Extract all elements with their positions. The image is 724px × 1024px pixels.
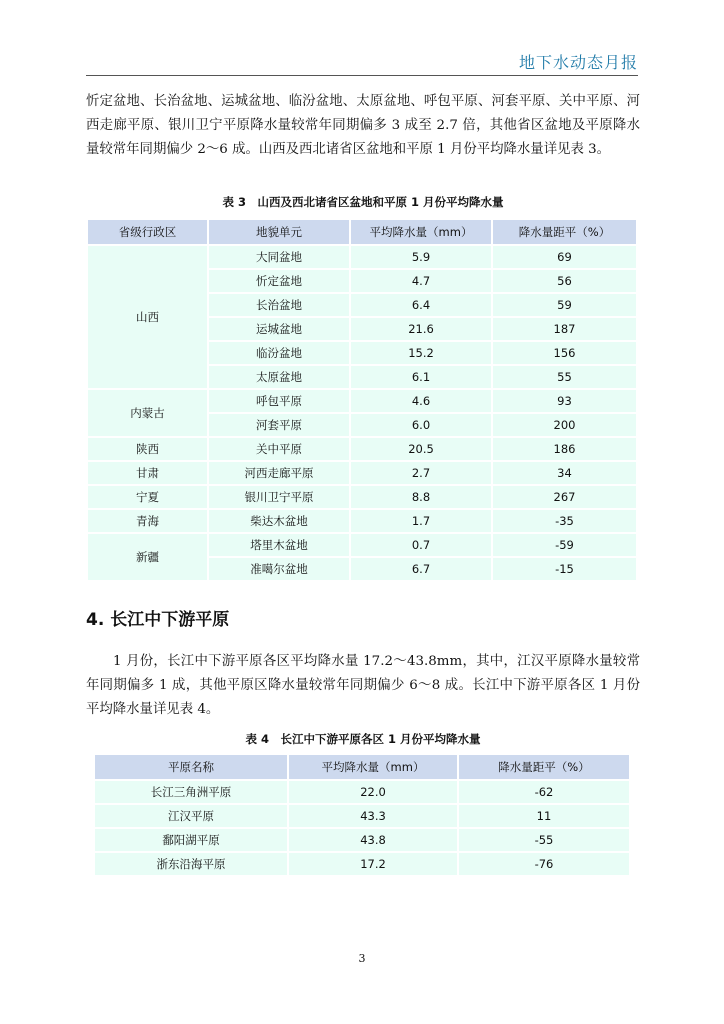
precipitation-cell: 8.8 xyxy=(351,484,493,508)
paragraph-precipitation-northwest: 忻定盆地、长治盆地、运城盆地、临汾盆地、太原盆地、呼包平原、河套平原、关中平原、河西走廊平原、银川卫宁平原降水量较常年同期偏多 3 成至 2.7 倍，其他省区盆地及平原降水量较常年同期偏少 2～6 成。山西及西北诸省区盆地和平原 1 月份平均降水量详见表 3。 xyxy=(86,94,640,157)
province-cell: 陕西 xyxy=(88,436,209,460)
table3-header-cell: 地貌单元 xyxy=(209,220,351,244)
anomaly-cell: -55 xyxy=(459,827,629,851)
landform-unit-cell: 柴达木盆地 xyxy=(209,508,351,532)
table4-header-cell: 平原名称 xyxy=(95,755,289,779)
landform-unit-cell: 运城盆地 xyxy=(209,316,351,340)
table3-row xyxy=(88,508,636,532)
province-cell: 新疆 xyxy=(88,532,209,580)
precipitation-cell: 6.1 xyxy=(351,364,493,388)
table4-header-cell: 降水量距平（%） xyxy=(459,755,629,779)
landform-unit-cell: 太原盆地 xyxy=(209,364,351,388)
anomaly-cell: 156 xyxy=(493,340,636,364)
anomaly-cell: 55 xyxy=(493,364,636,388)
table3-header-cell: 平均降水量（mm） xyxy=(351,220,493,244)
anomaly-cell: 56 xyxy=(493,268,636,292)
province-cell: 甘肃 xyxy=(88,460,209,484)
anomaly-cell: 93 xyxy=(493,388,636,412)
precipitation-cell: 21.6 xyxy=(351,316,493,340)
landform-unit-cell: 忻定盆地 xyxy=(209,268,351,292)
precipitation-cell: 6.0 xyxy=(351,412,493,436)
landform-unit-cell: 银川卫宁平原 xyxy=(209,484,351,508)
section-heading: 4. 长江中下游平原 xyxy=(86,610,230,630)
province-cell: 青海 xyxy=(88,508,209,532)
landform-unit-cell: 塔里木盆地 xyxy=(209,532,351,556)
paragraph-yangtze-plain xyxy=(86,650,640,722)
plain-name-cell: 长江三角洲平原 xyxy=(95,779,289,803)
table3-caption: 表 3 山西及西北诸省区盆地和平原 1 月份平均降水量 xyxy=(222,195,504,209)
table3-header-cell: 省级行政区 xyxy=(88,220,209,244)
precipitation-cell: 15.2 xyxy=(351,340,493,364)
anomaly-cell: 34 xyxy=(493,460,636,484)
table3-row xyxy=(88,484,636,508)
precipitation-cell: 43.8 xyxy=(289,827,459,851)
province-cell: 山西 xyxy=(88,244,209,388)
table4 xyxy=(95,755,629,875)
table3-header-cell: 降水量距平（%） xyxy=(493,220,636,244)
precipitation-cell: 20.5 xyxy=(351,436,493,460)
precipitation-cell: 1.7 xyxy=(351,508,493,532)
anomaly-cell: 200 xyxy=(493,412,636,436)
landform-unit-cell: 长治盆地 xyxy=(209,292,351,316)
table4-caption: 表 4 长江中下游平原各区 1 月份平均降水量 xyxy=(245,732,481,746)
precipitation-cell: 5.9 xyxy=(351,244,493,268)
table3-row xyxy=(88,388,636,412)
precipitation-cell: 6.7 xyxy=(351,556,493,580)
header-divider xyxy=(86,75,638,76)
anomaly-cell: 267 xyxy=(493,484,636,508)
table3-body xyxy=(88,244,636,580)
anomaly-cell: 11 xyxy=(459,803,629,827)
province-cell: 宁夏 xyxy=(88,484,209,508)
anomaly-cell: -35 xyxy=(493,508,636,532)
report-header-title: 地下水动态月报 xyxy=(518,53,638,72)
precipitation-cell: 4.7 xyxy=(351,268,493,292)
anomaly-cell: 69 xyxy=(493,244,636,268)
landform-unit-cell: 关中平原 xyxy=(209,436,351,460)
table3-row xyxy=(88,532,636,556)
landform-unit-cell: 大同盆地 xyxy=(209,244,351,268)
precipitation-cell: 2.7 xyxy=(351,460,493,484)
anomaly-cell: -59 xyxy=(493,532,636,556)
precipitation-cell: 4.6 xyxy=(351,388,493,412)
plain-name-cell: 鄱阳湖平原 xyxy=(95,827,289,851)
landform-unit-cell: 呼包平原 xyxy=(209,388,351,412)
landform-unit-cell: 临汾盆地 xyxy=(209,340,351,364)
precipitation-cell: 17.2 xyxy=(289,851,459,875)
plain-name-cell: 江汉平原 xyxy=(95,803,289,827)
anomaly-cell: 59 xyxy=(493,292,636,316)
anomaly-cell: -15 xyxy=(493,556,636,580)
table4-row xyxy=(95,803,629,827)
province-cell: 内蒙古 xyxy=(88,388,209,436)
anomaly-cell: -76 xyxy=(459,851,629,875)
page-number: 3 xyxy=(358,952,366,965)
table4-header-cell: 平均降水量（mm） xyxy=(289,755,459,779)
table3-header-row xyxy=(88,220,636,244)
table4-row xyxy=(95,779,629,803)
landform-unit-cell: 河西走廊平原 xyxy=(209,460,351,484)
landform-unit-cell: 准噶尔盆地 xyxy=(209,556,351,580)
precipitation-cell: 22.0 xyxy=(289,779,459,803)
table3 xyxy=(88,220,636,580)
precipitation-cell: 43.3 xyxy=(289,803,459,827)
anomaly-cell: 186 xyxy=(493,436,636,460)
plain-name-cell: 浙东沿海平原 xyxy=(95,851,289,875)
table4-row xyxy=(95,827,629,851)
table3-row xyxy=(88,460,636,484)
table4-row xyxy=(95,851,629,875)
anomaly-cell: 187 xyxy=(493,316,636,340)
table4-header-row xyxy=(95,755,629,779)
precipitation-cell: 6.4 xyxy=(351,292,493,316)
paragraph-yangtze-text: 1 月份，长江中下游平原各区平均降水量 17.2～43.8mm，其中，江汉平原降水量较常年同期偏多 1 成，其他平原区降水量较常年同期偏少 6～8 成。长江中下游平原各区 1 月份平均降水量详见表 4。 xyxy=(86,654,640,717)
table3-row xyxy=(88,244,636,268)
anomaly-cell: -62 xyxy=(459,779,629,803)
precipitation-cell: 0.7 xyxy=(351,532,493,556)
table3-row xyxy=(88,436,636,460)
landform-unit-cell: 河套平原 xyxy=(209,412,351,436)
table4-body xyxy=(95,779,629,875)
